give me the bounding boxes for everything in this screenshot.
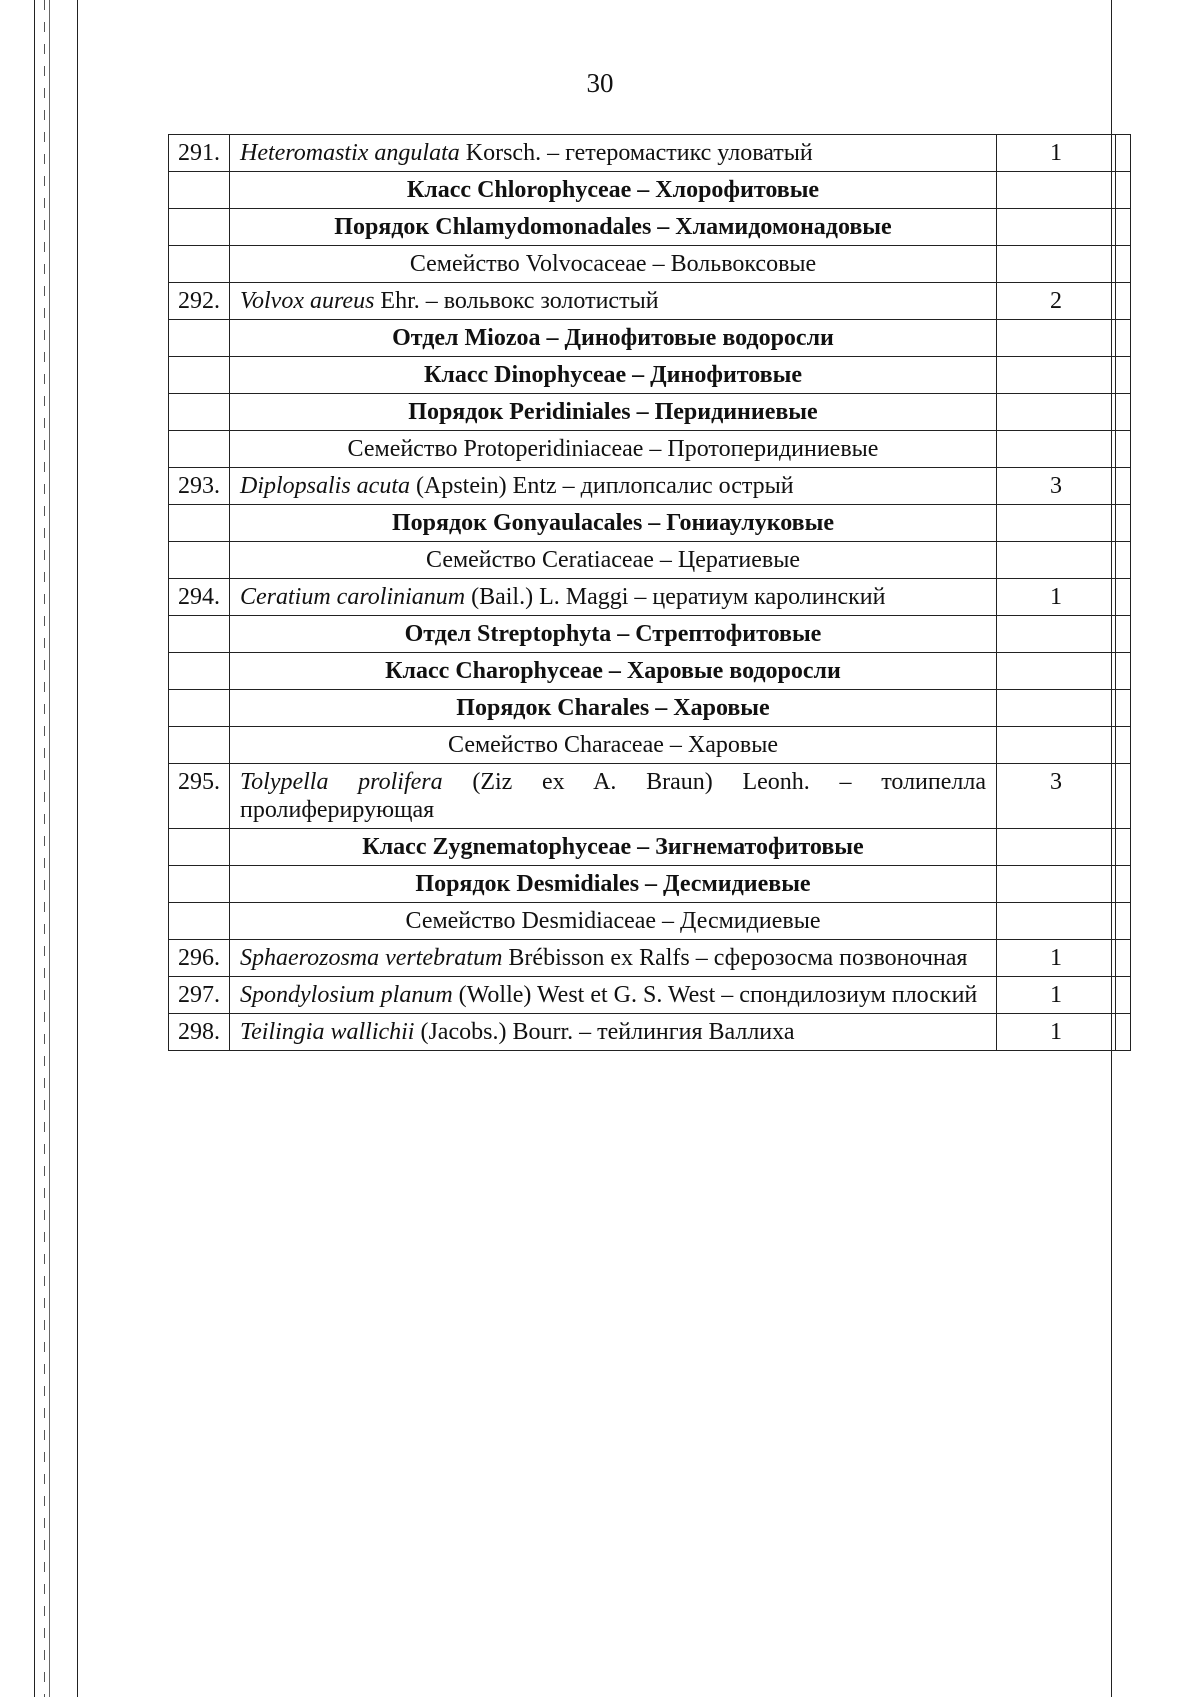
extra-cell xyxy=(1116,468,1131,505)
author-and-common-name: Korsch. – гетеромастикс уловатый xyxy=(459,140,813,166)
taxon-name-cell xyxy=(230,542,997,579)
row-number-cell xyxy=(169,616,230,653)
extra-cell xyxy=(1116,764,1131,829)
taxon-name-cell xyxy=(230,579,997,616)
count-cell xyxy=(997,829,1116,866)
taxon-name-cell xyxy=(230,1014,997,1051)
count-cell xyxy=(997,764,1116,829)
row-number-cell xyxy=(169,653,230,690)
extra-cell xyxy=(1116,616,1131,653)
page-number xyxy=(0,68,1200,99)
count-cell xyxy=(997,1014,1116,1051)
family-row xyxy=(169,903,1131,940)
count-cell xyxy=(997,246,1116,283)
extra-cell xyxy=(1116,829,1131,866)
count-value: 3 xyxy=(1050,473,1062,499)
row-number-cell xyxy=(169,505,230,542)
row-number: 295. xyxy=(178,769,220,795)
count-value: 1 xyxy=(1050,982,1062,1008)
count-cell xyxy=(997,505,1116,542)
division-row xyxy=(169,320,1131,357)
extra-cell xyxy=(1116,542,1131,579)
scan-edge-line xyxy=(49,0,50,1697)
scientific-name: Volvox aureus xyxy=(240,288,375,314)
division-heading: Отдел Miozoa – Динофитовые водоросли xyxy=(392,325,834,351)
count-cell xyxy=(997,394,1116,431)
row-number-cell xyxy=(169,209,230,246)
count-cell xyxy=(997,653,1116,690)
family-row xyxy=(169,246,1131,283)
taxon-name-cell xyxy=(230,829,997,866)
extra-cell xyxy=(1116,690,1131,727)
class-row xyxy=(169,653,1131,690)
scientific-name: Heteromastix angulata xyxy=(240,140,460,166)
row-number-cell xyxy=(169,283,230,320)
row-number: 296. xyxy=(178,945,220,971)
scientific-name: Ceratium carolinianum xyxy=(240,584,466,610)
extra-cell xyxy=(1116,903,1131,940)
count-value: 3 xyxy=(1050,769,1062,795)
extra-cell xyxy=(1116,431,1131,468)
taxon-name-cell xyxy=(230,866,997,903)
taxon-name-cell xyxy=(230,357,997,394)
extra-cell xyxy=(1116,940,1131,977)
extra-cell xyxy=(1116,135,1131,172)
row-number-cell xyxy=(169,903,230,940)
extra-cell xyxy=(1116,283,1131,320)
taxa-table xyxy=(168,134,1131,1051)
species-row xyxy=(169,764,1131,829)
class-row xyxy=(169,357,1131,394)
count-cell xyxy=(997,903,1116,940)
row-number-cell xyxy=(169,1014,230,1051)
taxon-name-cell xyxy=(230,172,997,209)
order-heading: Порядок Charales – Харовые xyxy=(456,695,770,721)
species-row xyxy=(169,283,1131,320)
row-number-cell xyxy=(169,542,230,579)
scan-edge-line xyxy=(44,0,45,1697)
count-value: 1 xyxy=(1050,140,1062,166)
taxon-name-cell xyxy=(230,903,997,940)
row-number-cell xyxy=(169,357,230,394)
scan-edge-line xyxy=(34,0,35,1697)
row-number-cell xyxy=(169,579,230,616)
extra-cell xyxy=(1116,1014,1131,1051)
count-cell xyxy=(997,866,1116,903)
extra-cell xyxy=(1116,866,1131,903)
family-heading: Семейство Desmidiaceae – Десмидиевые xyxy=(405,908,821,934)
count-cell xyxy=(997,940,1116,977)
row-number: 298. xyxy=(178,1019,220,1045)
author-and-common-name: Ehr. – вольвокс золотистый xyxy=(374,288,659,314)
count-cell xyxy=(997,320,1116,357)
family-row xyxy=(169,727,1131,764)
family-heading: Семейство Protoperidiniaceae – Протоперидиниевые xyxy=(347,436,879,462)
taxon-name-cell xyxy=(230,653,997,690)
row-number-cell xyxy=(169,468,230,505)
taxon-name-cell xyxy=(230,246,997,283)
family-heading: Семейство Ceratiaceae – Цератиевые xyxy=(426,547,800,573)
extra-cell xyxy=(1116,172,1131,209)
author-and-common-name: (Apstein) Entz – диплопсалис острый xyxy=(410,473,794,499)
count-value: 1 xyxy=(1050,945,1062,971)
order-heading: Порядок Desmidiales – Десмидиевые xyxy=(415,871,811,897)
order-heading: Порядок Chlamydomonadales – Хламидомонадовые xyxy=(334,214,892,240)
row-number: 294. xyxy=(178,584,220,610)
division-heading: Отдел Streptophyta – Стрептофитовые xyxy=(404,621,822,647)
species-row xyxy=(169,135,1131,172)
count-cell xyxy=(997,172,1116,209)
family-heading: Семейство Characeae – Харовые xyxy=(448,732,778,758)
species-row xyxy=(169,977,1131,1014)
row-number: 291. xyxy=(178,140,220,166)
count-cell xyxy=(997,542,1116,579)
taxon-name-cell xyxy=(230,764,997,829)
taxon-name-cell xyxy=(230,940,997,977)
division-row xyxy=(169,616,1131,653)
row-number-cell xyxy=(169,977,230,1014)
species-row xyxy=(169,468,1131,505)
extra-cell xyxy=(1116,977,1131,1014)
row-number-cell xyxy=(169,866,230,903)
order-row xyxy=(169,866,1131,903)
family-row xyxy=(169,542,1131,579)
taxa-table-body xyxy=(169,135,1131,1051)
row-number-cell xyxy=(169,829,230,866)
order-row xyxy=(169,209,1131,246)
row-number-cell xyxy=(169,246,230,283)
family-row xyxy=(169,431,1131,468)
count-cell xyxy=(997,431,1116,468)
extra-cell xyxy=(1116,579,1131,616)
taxon-name-cell xyxy=(230,727,997,764)
scientific-name: Teilingia wallichii xyxy=(240,1019,415,1045)
row-number-cell xyxy=(169,764,230,829)
extra-cell xyxy=(1116,357,1131,394)
count-cell xyxy=(997,727,1116,764)
taxon-name-cell xyxy=(230,283,997,320)
extra-cell xyxy=(1116,246,1131,283)
count-cell xyxy=(997,283,1116,320)
taxon-name-cell xyxy=(230,977,997,1014)
row-number-cell xyxy=(169,320,230,357)
count-cell xyxy=(997,209,1116,246)
count-cell xyxy=(997,977,1116,1014)
taxon-name-cell xyxy=(230,209,997,246)
scientific-name: Tolypella prolifera xyxy=(240,769,443,795)
species-row xyxy=(169,940,1131,977)
count-cell xyxy=(997,616,1116,653)
order-row xyxy=(169,505,1131,542)
row-number-cell xyxy=(169,394,230,431)
scientific-name: Diplopsalis acuta xyxy=(240,473,411,499)
class-heading: Класс Charophyceae – Харовые водоросли xyxy=(385,658,841,684)
row-number-cell xyxy=(169,690,230,727)
scientific-name: Spondylosium planum xyxy=(240,982,453,1008)
count-value: 1 xyxy=(1050,584,1062,610)
extra-cell xyxy=(1116,653,1131,690)
scan-edge-line xyxy=(77,0,78,1697)
page-number-text: 30 xyxy=(586,68,614,98)
taxon-name-cell xyxy=(230,394,997,431)
order-row xyxy=(169,690,1131,727)
taxon-name-cell xyxy=(230,616,997,653)
row-number: 292. xyxy=(178,288,220,314)
extra-cell xyxy=(1116,505,1131,542)
class-heading: Класс Zygnematophyceae – Зигнематофитовые xyxy=(362,834,864,860)
taxon-name-cell xyxy=(230,505,997,542)
species-row xyxy=(169,579,1131,616)
count-cell xyxy=(997,468,1116,505)
order-row xyxy=(169,394,1131,431)
count-cell xyxy=(997,690,1116,727)
species-row xyxy=(169,1014,1131,1051)
class-heading: Класс Chlorophyceae – Хлорофитовые xyxy=(406,177,820,203)
row-number-cell xyxy=(169,431,230,468)
extra-cell xyxy=(1116,320,1131,357)
taxon-name-cell xyxy=(230,468,997,505)
author-and-common-name: (Ziz ex A. Braun) Leonh. – толипелла пролиферирующая xyxy=(240,769,986,823)
row-number-cell xyxy=(169,727,230,764)
scientific-name: Sphaerozosma vertebratum xyxy=(240,945,503,971)
count-value: 1 xyxy=(1050,1019,1062,1045)
class-heading: Класс Dinophyceae – Динофитовые xyxy=(424,362,802,388)
taxon-name-cell xyxy=(230,690,997,727)
family-heading: Семейство Volvocaceae – Вольвоксовые xyxy=(409,251,817,277)
row-number-cell xyxy=(169,940,230,977)
count-cell xyxy=(997,357,1116,394)
row-number-cell xyxy=(169,172,230,209)
author-and-common-name: (Bail.) L. Maggi – цератиум каролинский xyxy=(465,584,886,610)
class-row xyxy=(169,829,1131,866)
row-number: 297. xyxy=(178,982,220,1008)
order-heading: Порядок Gonyaulacales – Гониаулуковые xyxy=(391,510,835,536)
extra-cell xyxy=(1116,394,1131,431)
count-cell xyxy=(997,135,1116,172)
taxon-name-cell xyxy=(230,320,997,357)
author-and-common-name: Brébisson ex Ralfs – сферозосма позвоночная xyxy=(502,945,968,971)
order-heading: Порядок Peridiniales – Перидиниевые xyxy=(408,399,818,425)
class-row xyxy=(169,172,1131,209)
taxon-name-cell xyxy=(230,135,997,172)
count-value: 2 xyxy=(1050,288,1062,314)
row-number-cell xyxy=(169,135,230,172)
extra-cell xyxy=(1116,209,1131,246)
row-number: 293. xyxy=(178,473,220,499)
taxon-name-cell xyxy=(230,431,997,468)
author-and-common-name: (Wolle) West et G. S. West – спондилозиум плоский xyxy=(452,982,978,1008)
count-cell xyxy=(997,579,1116,616)
author-and-common-name: (Jacobs.) Bourr. – тейлингия Валлиха xyxy=(414,1019,795,1045)
extra-cell xyxy=(1116,727,1131,764)
